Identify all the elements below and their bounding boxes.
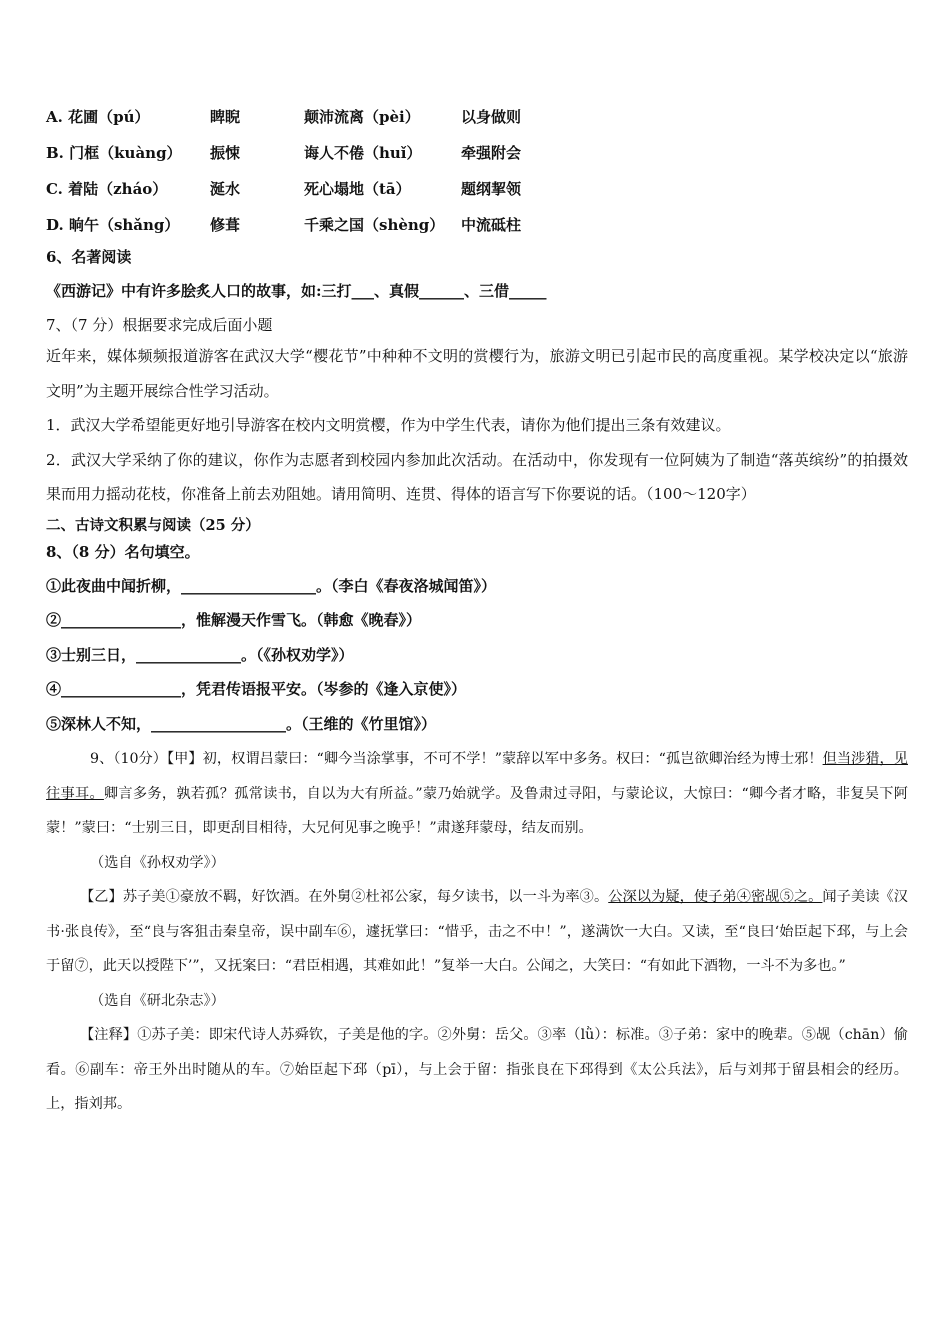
option-item: 颠沛流离（pèi） (304, 107, 420, 126)
exam-page (46, 98, 908, 1122)
q9-passage-yi (46, 880, 908, 984)
fill-in-line: ③士别三日，______________。（《孙权劝学》） (46, 645, 354, 664)
option-item: 晌午（shǎng） (68, 215, 180, 234)
passage-text: 9、（10分）【甲】初，权谓吕蒙曰：“卿今当涂掌事，不可不学！”蒙辞以军中多务。权曰：“孤岂欲卿治经为博士邪！ (90, 751, 823, 767)
option-item: 睥睨 (210, 107, 241, 126)
option-item: 题纲挈领 (461, 179, 522, 198)
option-item: 死心塌地（tā） (304, 179, 411, 198)
option-a (46, 98, 908, 134)
passage-text: 卿言多务，孰若孤？孤常读书，自以为大有所益。”蒙乃始就学。及鲁肃过寻阳，与蒙论议，大惊曰：“卿今者才略，非复吴下阿蒙！”蒙曰：“士别三日，即更刮目相待，大兄何见事之晚乎！”肃遂拜蒙母，结友而别。 (46, 785, 908, 836)
q8-lines (46, 576, 908, 749)
underlined-sentence: 但当涉猎，见往事耳。 (46, 751, 908, 802)
q9-yi-source: （选自《研北杂志》） (90, 992, 225, 1009)
passage-text: 【乙】苏子美①豪放不羁，好饮酒。在外舅②杜祁公家，每夕读书，以一斗为率③。 (80, 889, 609, 905)
option-b (46, 134, 908, 170)
q7-intro: 近年来，媒体频频报道游客在武汉大学“樱花节”中种种不文明的赏樱行为，旅游文明已引起市民的高度重视。某学校决定以“旅游文明”为主题开展综合性学习活动。 (46, 347, 908, 400)
option-c (46, 170, 908, 206)
q9-jia-source: （选自《孙权劝学》） (90, 854, 225, 871)
option-item: 门框（kuàng） (69, 143, 182, 162)
option-item: 以身做则 (461, 107, 522, 126)
option-item: 千乘之国（shèng） (304, 215, 445, 234)
option-letter: D. (46, 215, 64, 234)
q9-passage-jia (46, 742, 908, 846)
option-item: 牵强附会 (461, 143, 522, 162)
option-item: 诲人不倦（huǐ） (304, 143, 422, 162)
option-item: 涎水 (210, 179, 241, 198)
option-letter: C. (46, 179, 63, 198)
underlined-sentence: 公深以为疑，使子弟④密觇⑤之。 (608, 889, 823, 905)
option-item: 中流砥柱 (461, 215, 522, 234)
section-title: 二、古诗文积累与阅读（25 分） (46, 516, 260, 534)
q7-item-1: 1．武汉大学希望能更好地引导游客在校内文明赏樱，作为中学生代表，请你为他们提出三条有效建议。 (46, 416, 731, 434)
option-letter: A. (46, 107, 63, 126)
fill-in-line: ①此夜曲中闻折柳，__________________。（李白《春夜洛城闻笛》） (46, 576, 497, 595)
option-item: 着陆（zháo） (68, 179, 168, 198)
q8-title: 8、（8 分）名句填空。 (46, 542, 200, 561)
fill-in-line: ②________________，惟解漫天作雪飞。（韩愈《晚春》） (46, 611, 422, 629)
option-item: 花圃（pú） (68, 107, 150, 126)
q7-title: 7、（7 分）根据要求完成后面小题 (46, 316, 273, 334)
q7-item-2: 2．武汉大学采纳了你的建议，你作为志愿者到校园内参加此次活动。在活动中，你发现有一位阿姨为了制造“落英缤纷”的拍摄效果而用力摇动花枝，你准备上前去劝阻她。请用简明、连贯、得体的语言写下你要说的话。（100～120字） (46, 450, 908, 503)
q9-notes: 【注释】①苏子美：即宋代诗人苏舜钦，子美是他的字。②外舅：岳父。③率（lǜ）：标准。③子弟：家中的晚辈。⑤觇（chān）偷看。⑥副车：帝王外出时随从的车。⑦始臣起下邳（pī），与上会于留：指张良在下邳得到《太公兵法》，后与刘邦于留县相会的经历。上，指刘邦。 (46, 1027, 908, 1112)
q5-options (46, 98, 908, 242)
option-d (46, 206, 908, 242)
q6-title: 6、名著阅读 (46, 248, 132, 266)
fill-in-line: ⑤深林人不知，__________________。（王维的《竹里馆》） (46, 714, 437, 733)
option-letter: B. (46, 143, 64, 162)
option-item: 修葺 (210, 215, 241, 234)
option-item: 振悚 (210, 143, 241, 162)
q6-text: 《西游记》中有许多脍炙人口的故事，如:三打___、真假______、三借_____ (46, 282, 547, 300)
fill-in-line: ④________________，凭君传语报平安。（岑参的《逢入京使》） (46, 680, 467, 698)
passage-text: 闻子美读《汉书·张良传》，至“良与客狙击秦皇帝，误中副车⑥，遽抚掌曰：“惜乎，击之不中！”，遂满饮一大白。又读，至“良曰‘始臣起下邳，与上会于留⑦，此天以授陛下’”，又抚案曰：“君臣相遇，其难如此！”复举一大白。公闻之，大笑曰：“有如此下酒物，一斗不为多也。” (46, 889, 908, 974)
